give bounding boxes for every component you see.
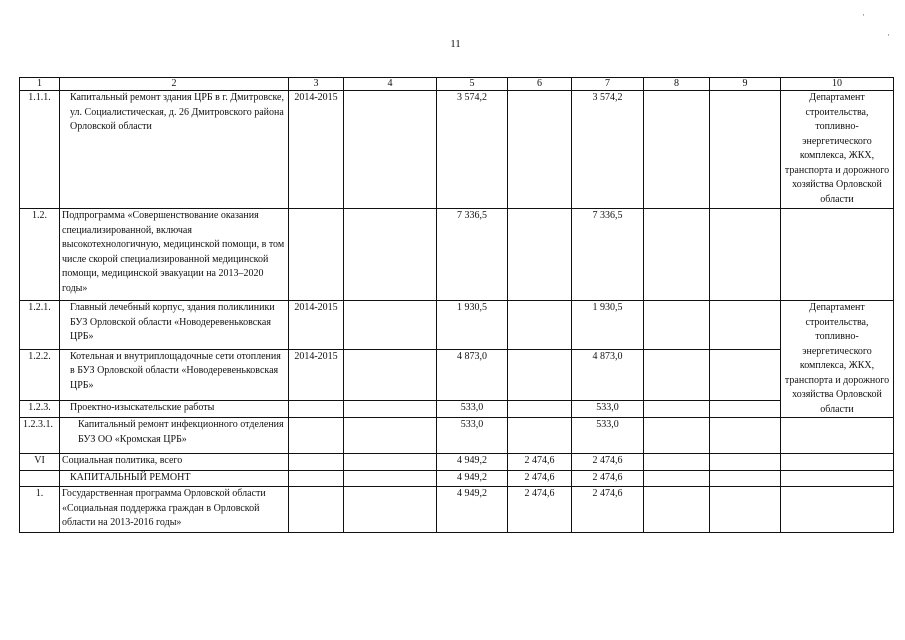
row-period: 2014-2015 (289, 301, 344, 350)
row-period (289, 487, 344, 533)
row-cell-4 (344, 418, 437, 454)
responsible-org: Департамент строительства, топливно-энергетического комплекса, ЖКХ, транспорта и дорожного хозяйства Орловской области (781, 301, 894, 418)
table-row (20, 301, 894, 350)
row-name: Главный лечебный корпус, здания поликлиники БУЗ Орловской области «Новодеревеньковская ЦРБ» (60, 301, 289, 350)
row-total: 4 873,0 (437, 349, 508, 400)
row-cell-9 (710, 418, 781, 454)
row-cell-8 (644, 400, 710, 417)
table-row (20, 454, 894, 471)
row-cell-8 (644, 301, 710, 350)
row-cell-6 (508, 209, 572, 301)
column-header: 4 (344, 78, 437, 91)
column-header: 9 (710, 78, 781, 91)
responsible-org (781, 209, 894, 301)
row-name: Капитальный ремонт инфекционного отделения БУЗ ОО «Кромская ЦРБ» (60, 418, 289, 454)
table-row (20, 471, 894, 487)
row-name: КАПИТАЛЬНЫЙ РЕМОНТ (60, 471, 289, 487)
row-total: 4 949,2 (437, 487, 508, 533)
table-row (20, 209, 894, 301)
row-cell-9 (710, 454, 781, 471)
row-cell-4 (344, 209, 437, 301)
row-cell-4 (344, 471, 437, 487)
column-header: 2 (60, 78, 289, 91)
column-numbers-row (20, 78, 894, 91)
row-period (289, 454, 344, 471)
row-cell-8 (644, 487, 710, 533)
row-total: 3 574,2 (437, 91, 508, 209)
row-cell-7: 4 873,0 (572, 349, 644, 400)
row-cell-9 (710, 487, 781, 533)
row-cell-6 (508, 400, 572, 417)
row-cell-6 (508, 418, 572, 454)
row-total: 1 930,5 (437, 301, 508, 350)
scan-speck: · (862, 10, 865, 20)
row-total: 7 336,5 (437, 209, 508, 301)
row-cell-4 (344, 487, 437, 533)
row-number: VI (20, 454, 60, 471)
table-row (20, 349, 894, 400)
row-cell-9 (710, 400, 781, 417)
row-number: 1.2.1. (20, 301, 60, 350)
row-cell-8 (644, 91, 710, 209)
row-cell-8 (644, 471, 710, 487)
responsible-org (781, 471, 894, 487)
column-header: 8 (644, 78, 710, 91)
row-cell-6 (508, 301, 572, 350)
column-header: 5 (437, 78, 508, 91)
row-cell-9 (710, 91, 781, 209)
row-name: Подпрограмма «Совершенствование оказания специализированной, включая высокотехнологичную, медицинской помощи, в том числе скорой специализированной медицинской помощи, медицинской эвакуации на 2013–2020 годы» (60, 209, 289, 301)
column-header: 3 (289, 78, 344, 91)
row-period (289, 400, 344, 417)
table-row (20, 400, 894, 417)
row-period: 2014-2015 (289, 91, 344, 209)
row-cell-7: 533,0 (572, 400, 644, 417)
responsible-org (781, 454, 894, 471)
row-period (289, 418, 344, 454)
row-cell-4 (344, 400, 437, 417)
row-number: 1.1.1. (20, 91, 60, 209)
row-cell-8 (644, 209, 710, 301)
row-number (20, 471, 60, 487)
responsible-org: Департамент строительства, топливно-энергетического комплекса, ЖКХ, транспорта и дорожного хозяйства Орловской области (781, 91, 894, 209)
responsible-org (781, 418, 894, 454)
row-cell-6: 2 474,6 (508, 471, 572, 487)
row-number: 1.2.2. (20, 349, 60, 400)
row-cell-4 (344, 454, 437, 471)
row-cell-7: 2 474,6 (572, 487, 644, 533)
row-cell-4 (344, 91, 437, 209)
row-number: 1.2.3.1. (20, 418, 60, 454)
row-period (289, 209, 344, 301)
row-cell-9 (710, 349, 781, 400)
responsible-org (781, 487, 894, 533)
row-cell-7: 2 474,6 (572, 454, 644, 471)
budget-table (19, 77, 894, 533)
scan-speck: · (887, 30, 890, 40)
row-cell-9 (710, 471, 781, 487)
page-number: 11 (450, 38, 461, 50)
row-cell-9 (710, 301, 781, 350)
row-name: Капитальный ремонт здания ЦРБ в г. Дмитровске, ул. Социалистическая, д. 26 Дмитровского района Орловской области (60, 91, 289, 209)
row-cell-8 (644, 418, 710, 454)
table-row (20, 418, 894, 454)
table-row (20, 487, 894, 533)
row-cell-7: 3 574,2 (572, 91, 644, 209)
row-total: 4 949,2 (437, 471, 508, 487)
column-header: 1 (20, 78, 60, 91)
row-cell-7: 7 336,5 (572, 209, 644, 301)
row-cell-6: 2 474,6 (508, 487, 572, 533)
row-total: 533,0 (437, 400, 508, 417)
row-cell-9 (710, 209, 781, 301)
row-cell-8 (644, 454, 710, 471)
row-name: Государственная программа Орловской области «Социальная поддержка граждан в Орловской области на 2013-2016 годы» (60, 487, 289, 533)
column-header: 7 (572, 78, 644, 91)
row-total: 533,0 (437, 418, 508, 454)
row-name: Проектно-изыскательские работы (60, 400, 289, 417)
row-name: Социальная политика, всего (60, 454, 289, 471)
row-name: Котельная и внутриплощадочные сети отопления в БУЗ Орловской области «Новодеревеньковская ЦРБ» (60, 349, 289, 400)
row-cell-8 (644, 349, 710, 400)
row-number: 1. (20, 487, 60, 533)
row-number: 1.2.3. (20, 400, 60, 417)
column-header: 6 (508, 78, 572, 91)
row-cell-6 (508, 91, 572, 209)
row-period (289, 471, 344, 487)
row-period: 2014-2015 (289, 349, 344, 400)
row-cell-4 (344, 301, 437, 350)
row-cell-6 (508, 349, 572, 400)
row-cell-6: 2 474,6 (508, 454, 572, 471)
row-cell-7: 533,0 (572, 418, 644, 454)
row-cell-4 (344, 349, 437, 400)
table-row (20, 91, 894, 209)
row-cell-7: 2 474,6 (572, 471, 644, 487)
row-cell-7: 1 930,5 (572, 301, 644, 350)
row-total: 4 949,2 (437, 454, 508, 471)
column-header: 10 (781, 78, 894, 91)
row-number: 1.2. (20, 209, 60, 301)
